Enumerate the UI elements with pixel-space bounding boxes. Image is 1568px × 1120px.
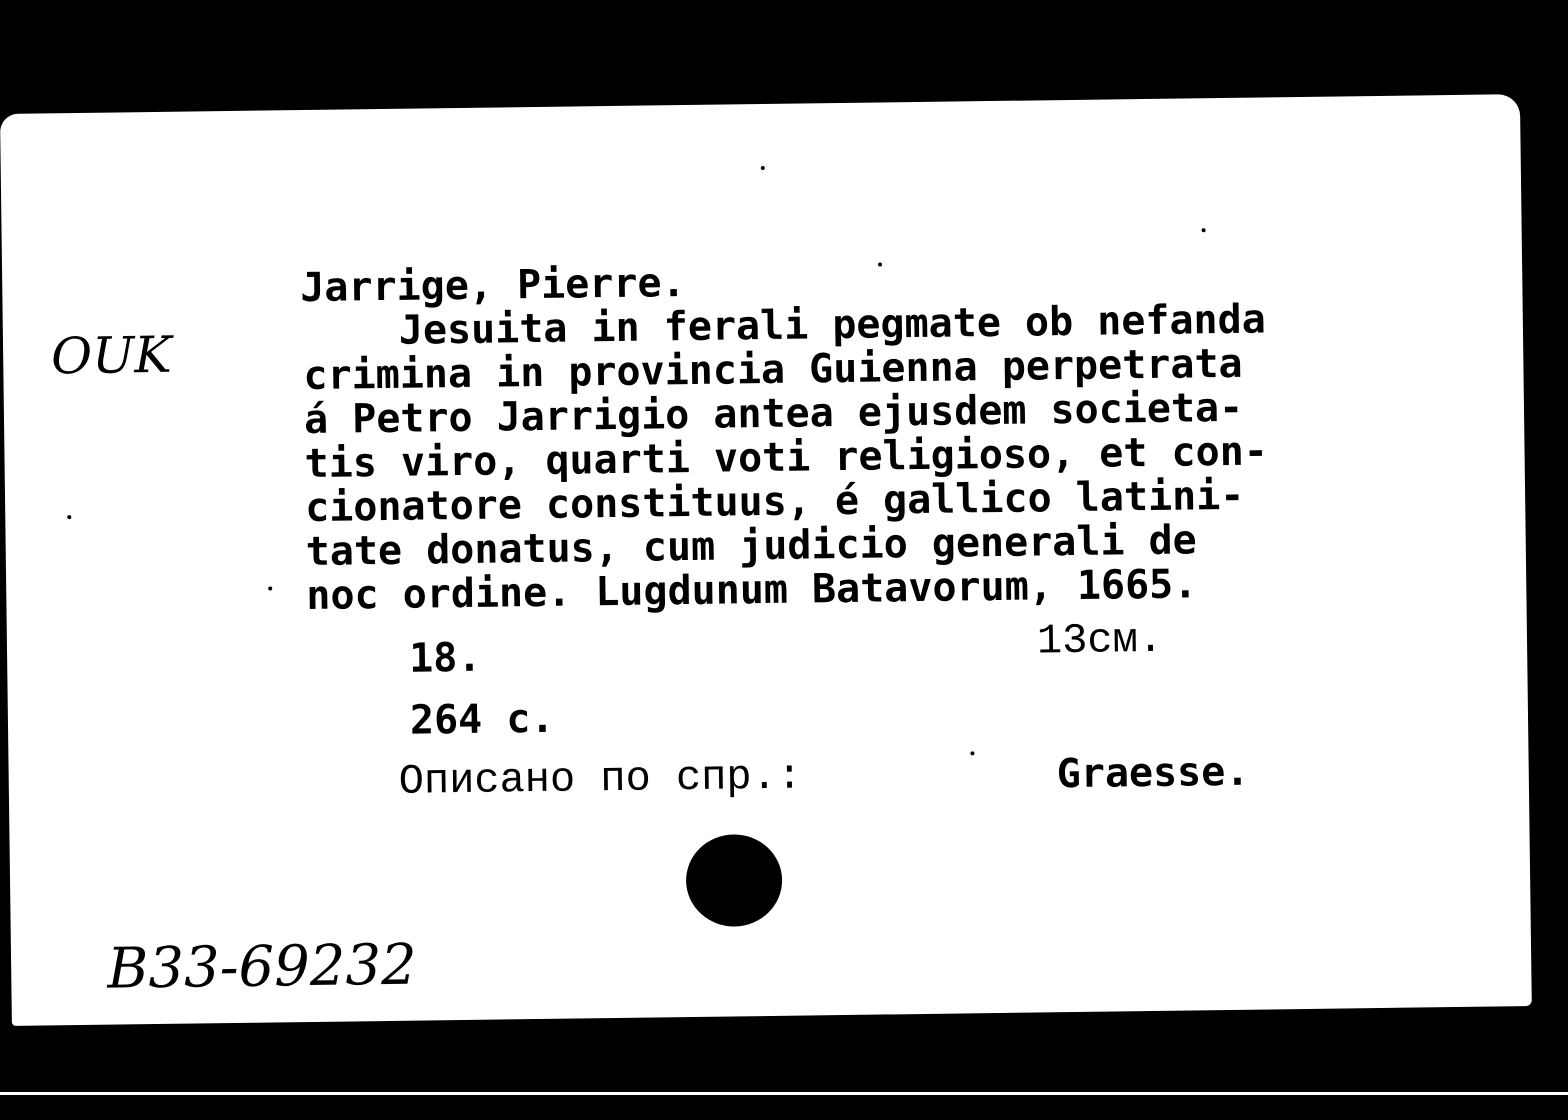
title-line: tate donatus, cum judicio generali de	[305, 517, 1198, 576]
source-value: Graesse.	[1056, 748, 1250, 798]
size-value: 13см.	[1036, 615, 1164, 666]
shelf-mark: B33-69232	[106, 932, 418, 1002]
title-line: Jesuita in ferali pegmate ob nefanda	[398, 296, 1267, 354]
speck	[67, 515, 71, 519]
title-line: crimina in provincia Guienna perpetrata	[303, 340, 1243, 400]
catalog-card	[0, 94, 1532, 1026]
format-value: 18.	[408, 634, 482, 682]
speck	[268, 586, 272, 590]
scan-edge-strip	[0, 1092, 1568, 1095]
speck	[1202, 228, 1206, 232]
title-line: noc ordine. Lugdunum Batavorum, 1665.	[306, 561, 1198, 620]
punch-hole	[685, 834, 782, 927]
title-line: cionatore constituus, é gallico latini-	[304, 472, 1245, 532]
author-heading: Jarrige, Pierre.	[300, 260, 686, 312]
title-line: tis viro, quarti voti religioso, et con-	[304, 428, 1269, 488]
pages-value: 264 с.	[409, 695, 555, 744]
margin-mark: OUK	[50, 325, 173, 386]
described-by-label: Описано по спр.:	[398, 752, 803, 806]
speck	[761, 166, 765, 170]
speck	[878, 262, 882, 266]
speck	[970, 751, 974, 755]
title-line: á Petro Jarrigio antea ejusdem societa-	[303, 384, 1244, 444]
